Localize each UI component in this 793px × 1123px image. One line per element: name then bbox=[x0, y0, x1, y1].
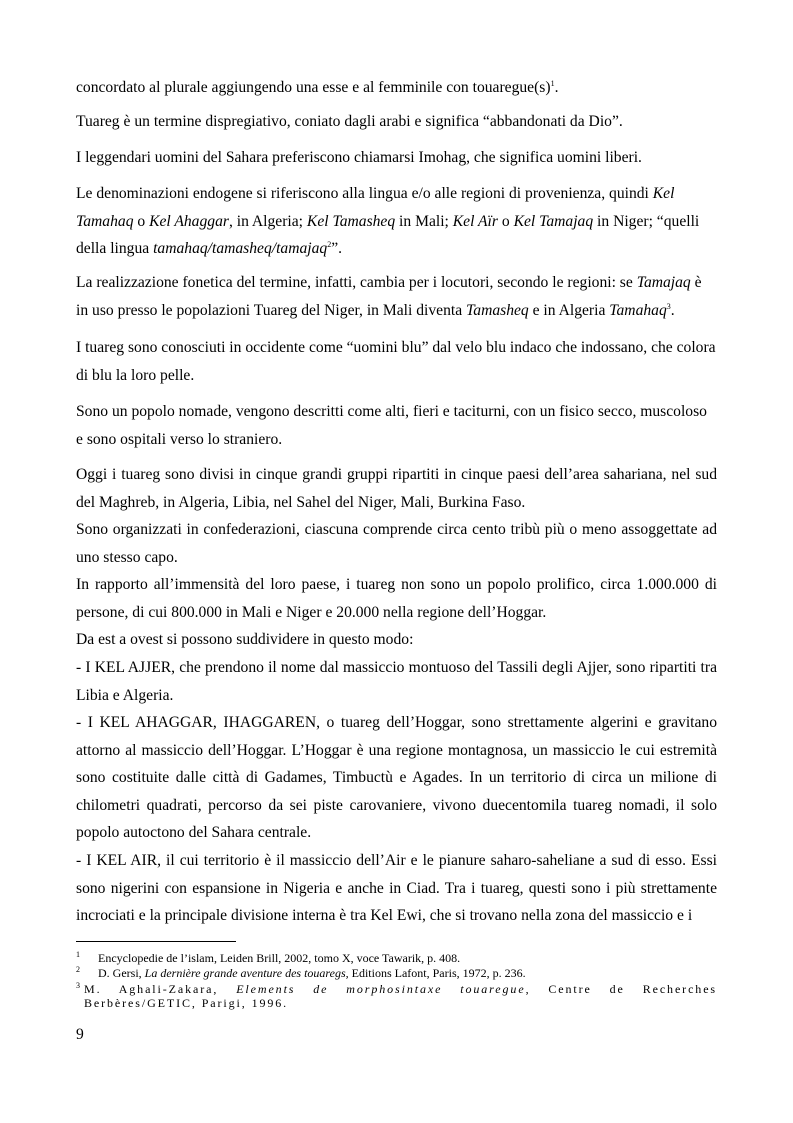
footnote-number: 2 bbox=[76, 965, 80, 974]
paragraph-7: Sono un popolo nomade, vengono descritti come alti, fieri e taciturni, con un fisico secco, muscoloso e sono ospitali verso lo straniero. bbox=[76, 403, 707, 448]
footnote-number: 1 bbox=[76, 950, 80, 959]
paragraph-11: Da est a ovest si possono suddividere in questo modo: bbox=[76, 631, 414, 648]
paragraph-5: La realizzazione fonetica del termine, infatti, cambia per i locutori, secondo le regioni: se Tamajaq è in uso presso le popolazioni Tuareg del Niger, in Mali diventa Tamasheq e in Algeria Tamahaq$^3$. bbox=[76, 274, 702, 319]
footnote-ref-3[interactable]: 3 bbox=[666, 301, 671, 311]
paragraph-10: In rapporto all’immensità del loro paese, i tuareg non sono un popolo prolifico, circa 1.000.000 di persone, di cui 800.000 in Mali e Niger e 20.000 nella regione dell’Hoggar. bbox=[76, 576, 717, 621]
footnote-text: D. Gersi, La dernière grande aventure des touaregs, Editions Lafont, Paris, 1972, p. 236. bbox=[98, 966, 526, 980]
footnote-text: Encyclopedie de l’islam, Leiden Brill, 2002, tomo X, voce Tawarik, p. 408. bbox=[98, 951, 461, 965]
paragraph-9: Sono organizzati in confederazioni, ciascuna comprende circa cento tribù più o meno assoggettate ad uno stesso capo. bbox=[76, 521, 717, 566]
paragraph-6: I tuareg sono conosciuti in occidente come “uomini blu” dal velo blu indaco che indossano, che colora di blu la loro pelle. bbox=[76, 339, 716, 384]
footnote-text: M. Aghali-Zakara, Elements de morphosintaxe touaregue, Centre de Recherches Berbères/GETIC, Parigi, 1996. bbox=[84, 982, 717, 1010]
paragraph-4: Le denominazioni endogene si riferiscono alla lingua e/o alle regioni di provenienza, quindi Kel Tamahaq o Kel Ahaggar, in Algeria; Kel Tamasheq in Mali; Kel Aïr o Kel Tamajaq in Niger; “quelli della lingua tamahaq/tamasheq/tamajaq$^2$”. bbox=[76, 185, 700, 258]
paragraph-1: concordato al plurale aggiungendo una esse e al femminile con $touaregue(s)^1$. bbox=[76, 79, 559, 96]
footnote-ref-2[interactable]: 2 bbox=[327, 240, 332, 250]
page-number: 9 bbox=[76, 1026, 84, 1043]
paragraph-8: Oggi i tuareg sono divisi in cinque grandi gruppi ripartiti in cinque paesi dell’area sahariana, nel sud del Maghreb, in Algeria, Libia, nel Sahel del Niger, Mali, Burkina Faso. bbox=[76, 466, 717, 511]
footnote-number: 3 bbox=[76, 981, 80, 990]
list-item-kel-air: - I KEL AIR, il cui territorio è il massiccio dell’Air e le pianure saharo-saheliane a sud di esso. Essi sono nigerini con espansione in Nigeria e anche in Ciad. Tra i tuareg, questi sono i più strettamente incrociati e la principale divisione interna è tra Kel Ewi, che si trovano nella zona del massiccio e i bbox=[76, 852, 717, 925]
footnote-ref-1[interactable]: 1 bbox=[550, 79, 555, 88]
footnote-separator bbox=[76, 941, 236, 942]
list-item-kel-ahaggar: - I KEL AHAGGAR, IHAGGAREN, o tuareg dell’Hoggar, sono strettamente algerini e gravitano attorno al massiccio dell’Hoggar. L’Hoggar è una regione montagnosa, un massiccio le cui estremità sono costituite dalle città di Gadames, Timbuctù e Agades. In un territorio di circa un milione di chilometri quadrati, percorso da sei piste carovaniere, vivono duecentomila tuareg nomadi, il solo popolo autoctono del Sahara centrale. bbox=[76, 714, 717, 842]
paragraph-3: I leggendari uomini del Sahara preferiscono chiamarsi Imohag, che significa uomini liberi. bbox=[76, 149, 642, 166]
list-item-kel-ajjer: - I KEL AJJER, che prendono il nome dal massiccio montuoso del Tassili degli Ajjer, sono ripartiti tra Libia e Algeria. bbox=[76, 659, 717, 704]
paragraph-2: Tuareg è un termine dispregiativo, coniato dagli arabi e significa “abbandonati da Dio”. bbox=[76, 113, 623, 130]
